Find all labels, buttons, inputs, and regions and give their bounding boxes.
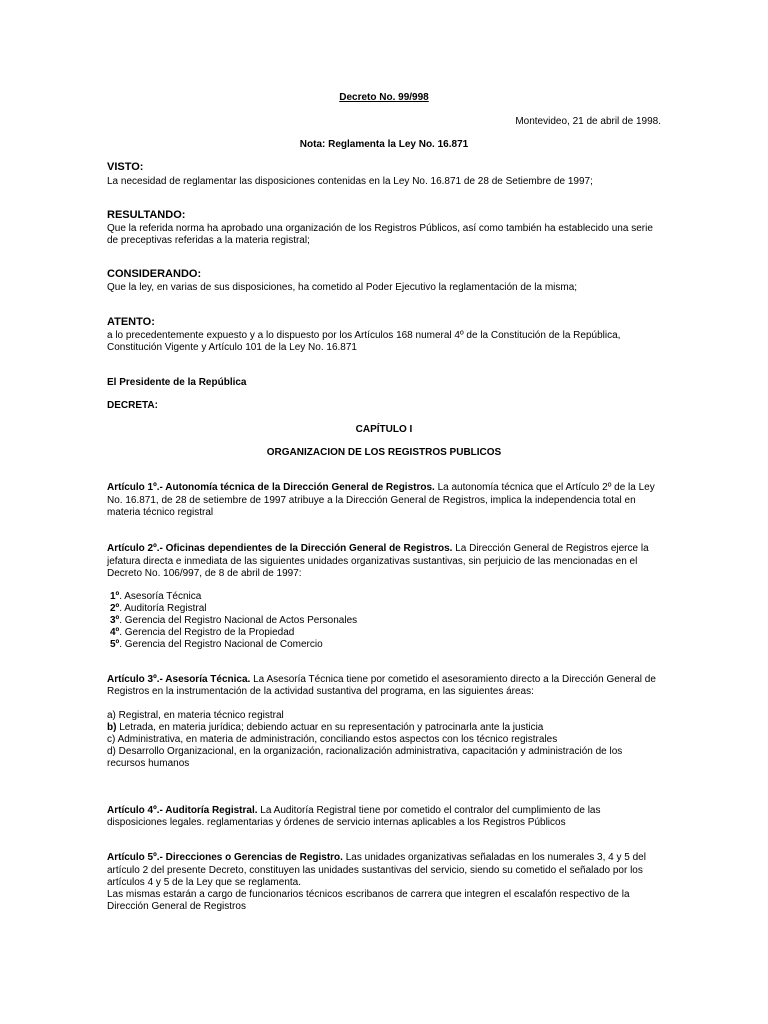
article-3-title: Artículo 3º.- Asesoría Técnica. <box>107 674 251 685</box>
list-item-text: Administrativa, en materia de administración, conciliando estos aspectos con los técnico registrales <box>115 734 558 745</box>
list-item-letter: b) <box>107 722 117 733</box>
article-2-line: jefatura directa e inmediata de las siguientes unidades organizativas sustantivas, sin perjuicio de las mencionadas en el <box>107 556 638 567</box>
article-4-first-line <box>107 805 601 817</box>
list-item-number: 1º <box>110 591 120 602</box>
list-item-letter: a) <box>107 710 116 721</box>
list-item-number: 2º <box>110 603 120 614</box>
atento-heading: ATENTO: <box>107 316 155 328</box>
list-item-text: Registral, en materia técnico registral <box>115 710 284 721</box>
list-item-letter: d) <box>107 746 116 757</box>
place-date: Montevideo, 21 de abril de 1998. <box>515 116 661 127</box>
article-5-first-line <box>107 852 646 864</box>
atento-line: Constitución Vigente y Artículo 101 de la Ley No. 16.871 <box>107 342 357 353</box>
article-1-first-line <box>107 482 655 494</box>
article-5-text: Las unidades organizativas señaladas en los numerales 3, 4 y 5 del <box>342 852 646 863</box>
article-3-first-line <box>107 674 656 686</box>
list-item <box>107 746 622 758</box>
atento-line: a lo precedentemente expuesto y a lo dispuesto por los Artículos 168 numeral 4º de la Constitución de la República, <box>107 330 621 341</box>
note: Nota: Reglamenta la Ley No. 16.871 <box>299 139 469 150</box>
list-item <box>110 591 201 603</box>
article-1-line: No. 16.871, de 28 de setiembre de 1997 atribuye a la Dirección General de Registros, implica la independencia total en <box>107 495 636 506</box>
resultando-heading: RESULTANDO: <box>107 209 186 221</box>
article-1-text: La autonomía técnica que el Artículo 2º de la Ley <box>434 482 655 493</box>
list-item <box>107 734 557 746</box>
article-1-line: materia técnico registral <box>107 507 214 518</box>
list-item-continuation: recursos humanos <box>107 758 190 769</box>
list-item-number: 5º <box>110 639 120 650</box>
article-2-text: La Dirección General de Registros ejerce la <box>452 543 649 554</box>
article-4-line: disposiciones legales. reglamentarias y órdenes de servicio internas aplicables a los Registros Públicos <box>107 817 566 828</box>
visto-line: La necesidad de reglamentar las disposiciones contenidas en la Ley No. 16.871 de 28 de Setiembre de 1997; <box>107 176 593 187</box>
article-4-title: Artículo 4º.- Auditoría Registral. <box>107 805 258 816</box>
list-item-number: 3º <box>110 615 120 626</box>
list-item <box>110 627 294 639</box>
article-5-line: Dirección General de Registros <box>107 901 246 912</box>
decreta-line: DECRETA: <box>107 400 158 411</box>
resultando-line: de preceptivas referidas a la materia registral; <box>107 235 310 246</box>
article-2-title: Artículo 2º.- Oficinas dependientes de la Dirección General de Registros. <box>107 543 453 554</box>
considerando-line: Que la ley, en varias de sus disposiciones, ha cometido al Poder Ejecutivo la reglamentación de la misma; <box>107 282 578 293</box>
article-2-first-line <box>107 543 649 555</box>
chapter-heading: CAPÍTULO I <box>355 424 413 435</box>
article-4-text: La Auditoría Registral tiene por cometido el contralor del cumplimiento de las <box>257 805 601 816</box>
visto-heading: VISTO: <box>107 161 144 173</box>
list-item-text: . Gerencia del Registro Nacional de Comercio <box>119 639 323 650</box>
article-5-line: Las mismas estarán a cargo de funcionarios técnicos escribanos de carrera que integren el escalafón respectivo de la <box>107 889 630 900</box>
decree-title: Decreto No. 99/998 <box>339 92 429 103</box>
list-item <box>110 603 206 615</box>
article-2-line: Decreto No. 106/997, de 8 de abril de 1997: <box>107 568 302 579</box>
list-item-text: Desarrollo Organizacional, en la organización, racionalización administrativa, capacitación y administración de los <box>115 746 623 757</box>
list-item-letter: c) <box>107 734 116 745</box>
list-item-number: 4º <box>110 627 120 638</box>
article-3-text: La Asesoría Técnica tiene por cometido el asesoramiento directo a la Dirección General de <box>250 674 656 685</box>
article-5-line: artículos 4 y 5 de la Ley que se reglamenta. <box>107 877 302 888</box>
considerando-heading: CONSIDERANDO: <box>107 268 202 280</box>
resultando-line: Que la referida norma ha aprobado una organización de los Registros Públicos, así como también ha establecido una serie <box>107 223 653 234</box>
article-5-title: Artículo 5º.- Direcciones o Gerencias de Registro. <box>107 852 343 863</box>
article-1-title: Artículo 1º.- Autonomía técnica de la Dirección General de Registros. <box>107 482 435 493</box>
list-item <box>110 639 323 651</box>
list-item-text: . Auditoría Registral <box>119 603 207 614</box>
list-item-text: Letrada, en materia jurídica; debiendo actuar en su representación y patrocinarla ante la justicia <box>116 722 544 733</box>
list-item <box>107 710 284 722</box>
article-3-line: Registros en la instrumentación de la actividad sustantiva del programa, en las siguientes áreas: <box>107 686 534 697</box>
list-item-text: . Asesoría Técnica <box>119 591 202 602</box>
president-line: El Presidente de la República <box>107 377 247 388</box>
list-item-text: . Gerencia del Registro Nacional de Actos Personales <box>119 615 358 626</box>
chapter-title: ORGANIZACION DE LOS REGISTROS PUBLICOS <box>266 447 502 458</box>
list-item-text: . Gerencia del Registro de la Propiedad <box>119 627 295 638</box>
list-item <box>110 615 357 627</box>
list-item <box>107 722 543 734</box>
article-5-line: artículo 2 del presente Decreto, constituyen las unidades sustantivas del servicio, siendo su cometido el señalado por los <box>107 865 643 876</box>
